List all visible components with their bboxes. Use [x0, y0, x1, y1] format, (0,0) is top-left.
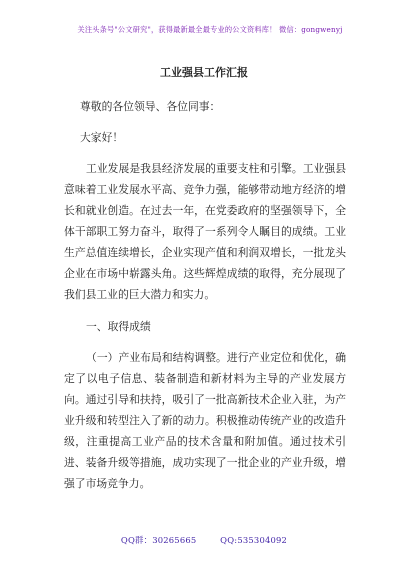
subsection-paragraph: （一）产业布局和结构调整。进行产业定位和优化，确定了以电子信息、装备制造和新材料为主导的产业发展方向。通过引导和扶持，吸引了一批高新技术企业入驻，为产业升级和转型注入了新的动力。积极推动传统产业的改造升级，注重提高工业产品的技术含量和附加值。通过技术引进、装备升级等措施，成功实现了一批企业的产业升级，增强了市场竞争力。 — [64, 351, 346, 490]
header-banner: 关注头条号"公文研究"，获得最新最全最专业的公文资料库！ 微信：gongwenyj — [77, 25, 343, 34]
footer-contact — [0, 534, 408, 546]
document-title: 工业强县工作汇报 — [160, 66, 248, 79]
qq-group-text: QQ群：30265665 — [120, 535, 197, 545]
section-heading: 一、取得成绩 — [86, 320, 151, 333]
document-body — [64, 96, 346, 494]
intro-paragraph: 工业发展是我县经济发展的重要支柱和引擎。工业强县意味着工业发展水平高、竞争力强，能够带动地方经济的增长和就业创造。在过去一年，在党委政府的坚强领导下，全体干部职工努力奋斗，取得了一系列令人瞩目的成绩。工业生产总值连续增长，企业实现产值和利润双增长，一批龙头企业在市场中崭露头角。这些辉煌成绩的取得，充分展现了我们县工业的巨大潜力和实力。 — [64, 162, 346, 301]
greeting-line: 大家好！ — [80, 131, 124, 144]
qq-number-text: QQ:535304092 — [220, 535, 288, 545]
salutation-line: 尊敬的各位领导、各位同事： — [80, 100, 221, 113]
